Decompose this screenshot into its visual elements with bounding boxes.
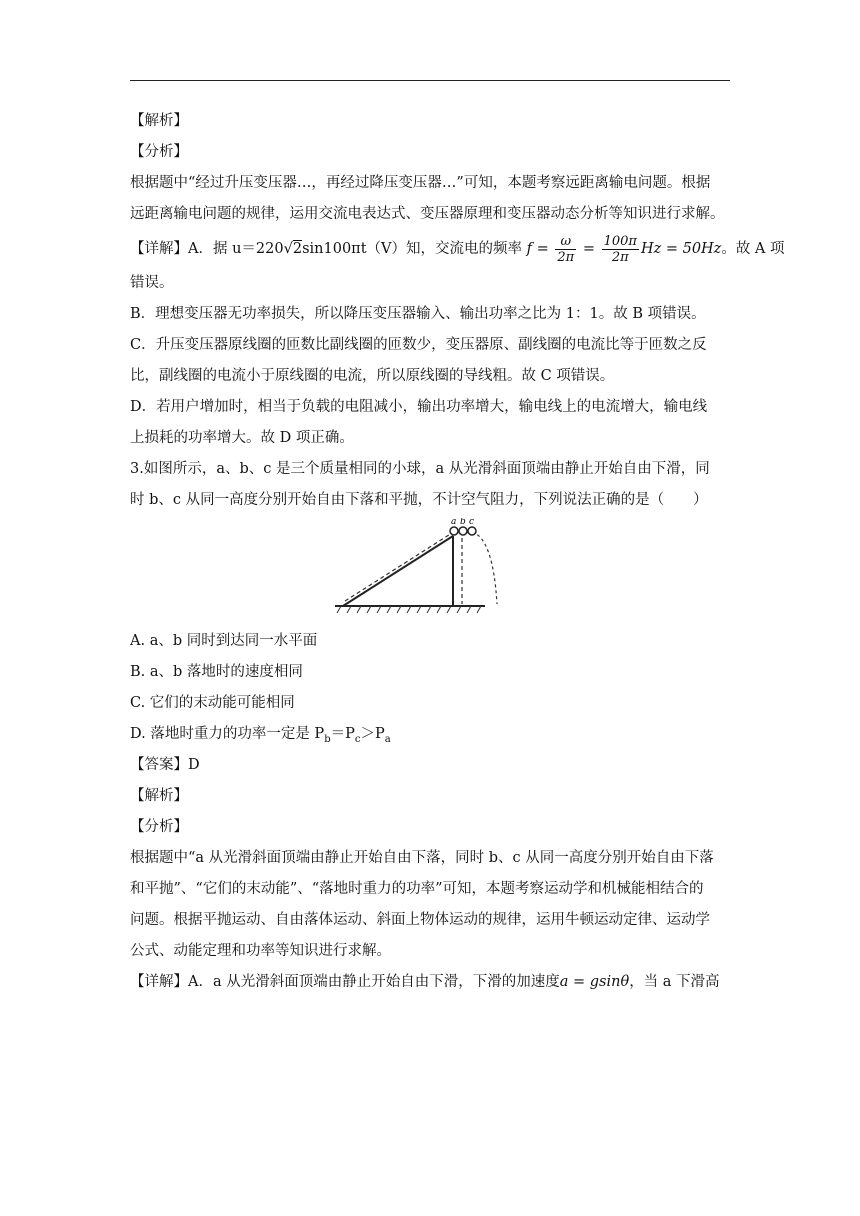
paragraph-line: 根据题中“经过升压变压器…，再经过降压变压器…”可知，本题考察远距离输电问题。根据	[130, 175, 711, 191]
paragraph-line: C．升压变压器原线圈的匝数比副线圈的匝数少，变压器原、副线圈的电流比等于匝数之反	[130, 337, 707, 353]
label-b: b	[460, 518, 466, 527]
fraction-numerator: ω	[555, 234, 576, 250]
option-d	[130, 721, 730, 747]
formula-acceleration: a = gsinθ	[559, 974, 630, 990]
paragraph-line: 根据题中“a 从光滑斜面顶端由静止开始自由下落，同时 b、c 从同一高度分别开始自由下落	[130, 850, 714, 866]
formula-tail: Hz = 50Hz	[640, 241, 722, 257]
option-a: A. a、b 同时到达同一水平面	[130, 633, 318, 649]
path-c	[472, 532, 497, 604]
paragraph-line: B．理想变压器无功率损失，所以降压变压器输入、输出功率之比为 1：1。故 B 项错误。	[130, 306, 706, 322]
text-span: ＝P	[330, 726, 355, 742]
ball-c	[468, 527, 476, 535]
text-span: ，当 a 下滑高	[629, 974, 720, 990]
sqrt-radicand: 2	[292, 241, 303, 257]
text-span: sin100πt（V）知，交流电的频率	[302, 241, 523, 257]
section-heading-jiexi: 【解析】	[130, 788, 188, 804]
ball-a	[450, 527, 458, 535]
question-line: 3.如图所示，a、b、c 是三个质量相同的小球，a 从光滑斜面顶端由静止开始自由下滑，同	[130, 461, 710, 477]
paragraph-line: D．若用户增加时，相当于负载的电阻减小，输出功率增大，输电线上的电流增大，输电线	[130, 399, 708, 415]
detail-line-a	[130, 232, 785, 266]
incline-surface	[343, 536, 453, 606]
text-span: 。故 A 项	[721, 241, 785, 257]
section-heading-jiexi: 【解析】	[130, 113, 188, 129]
fraction-omega	[555, 234, 576, 265]
sqrt-symbol: √	[283, 241, 293, 257]
fraction-100pi	[602, 234, 639, 265]
ground-hatching	[337, 606, 481, 613]
question-line: 时 b、c 从同一高度分别开始自由下落和平抛，不计空气阻力，下列说法正确的是（ ）	[130, 492, 708, 508]
incline-diagram	[335, 518, 515, 618]
subscript: c	[354, 733, 361, 745]
subscript: a	[384, 733, 391, 745]
path-a	[345, 533, 452, 601]
header-rule	[130, 80, 730, 81]
fraction-denominator: 2π	[611, 249, 629, 265]
paragraph-line: 上损耗的功率增大。故 D 项正确。	[130, 430, 354, 446]
option-c: C. 它们的末动能可能相同	[130, 695, 295, 711]
detail-line-a2	[130, 969, 730, 995]
label-a: a	[451, 518, 457, 527]
paragraph-line: 和平抛”、“它们的末动能”、“落地时重力的功率”可知，本题考察运动学和机械能相结合的	[130, 881, 704, 897]
formula-equals: =	[582, 241, 595, 257]
fraction-denominator: 2π	[557, 249, 575, 265]
paragraph-line: 错误。	[130, 275, 174, 291]
ball-b	[459, 527, 467, 535]
subscript: b	[324, 733, 331, 745]
option-b: B. a、b 落地时的速度相同	[130, 664, 303, 680]
text-span: 【详解】A．据 u＝220	[130, 241, 284, 257]
fraction-numerator: 100π	[603, 233, 637, 249]
text-span: D. 落地时重力的功率一定是 P	[130, 726, 325, 742]
paragraph-line: 公式、动能定理和功率等知识进行求解。	[130, 943, 391, 959]
paragraph-line: 比，副线圈的电流小于原线圈的电流，所以原线圈的导线粗。故 C 项错误。	[130, 368, 615, 384]
text-span: ＞P	[360, 726, 385, 742]
paragraph-line: 远距离输电问题的规律，运用交流电表达式、变压器原理和变压器动态分析等知识进行求解。	[130, 206, 725, 222]
text-span: 【详解】A．a 从光滑斜面顶端由静止开始自由下滑，下滑的加速度	[130, 974, 560, 990]
answer-line: 【答案】D	[130, 757, 200, 773]
document-body	[130, 108, 785, 1000]
label-c: c	[469, 518, 475, 527]
section-heading-fenxi: 【分析】	[130, 144, 188, 160]
physics-figure	[130, 518, 730, 618]
paragraph-line: 问题。根据平抛运动、自由落体运动、斜面上物体运动的规律，运用牛顿运动定律、运动学	[130, 912, 710, 928]
formula-f: f =	[526, 241, 549, 257]
section-heading-fenxi: 【分析】	[130, 819, 188, 835]
